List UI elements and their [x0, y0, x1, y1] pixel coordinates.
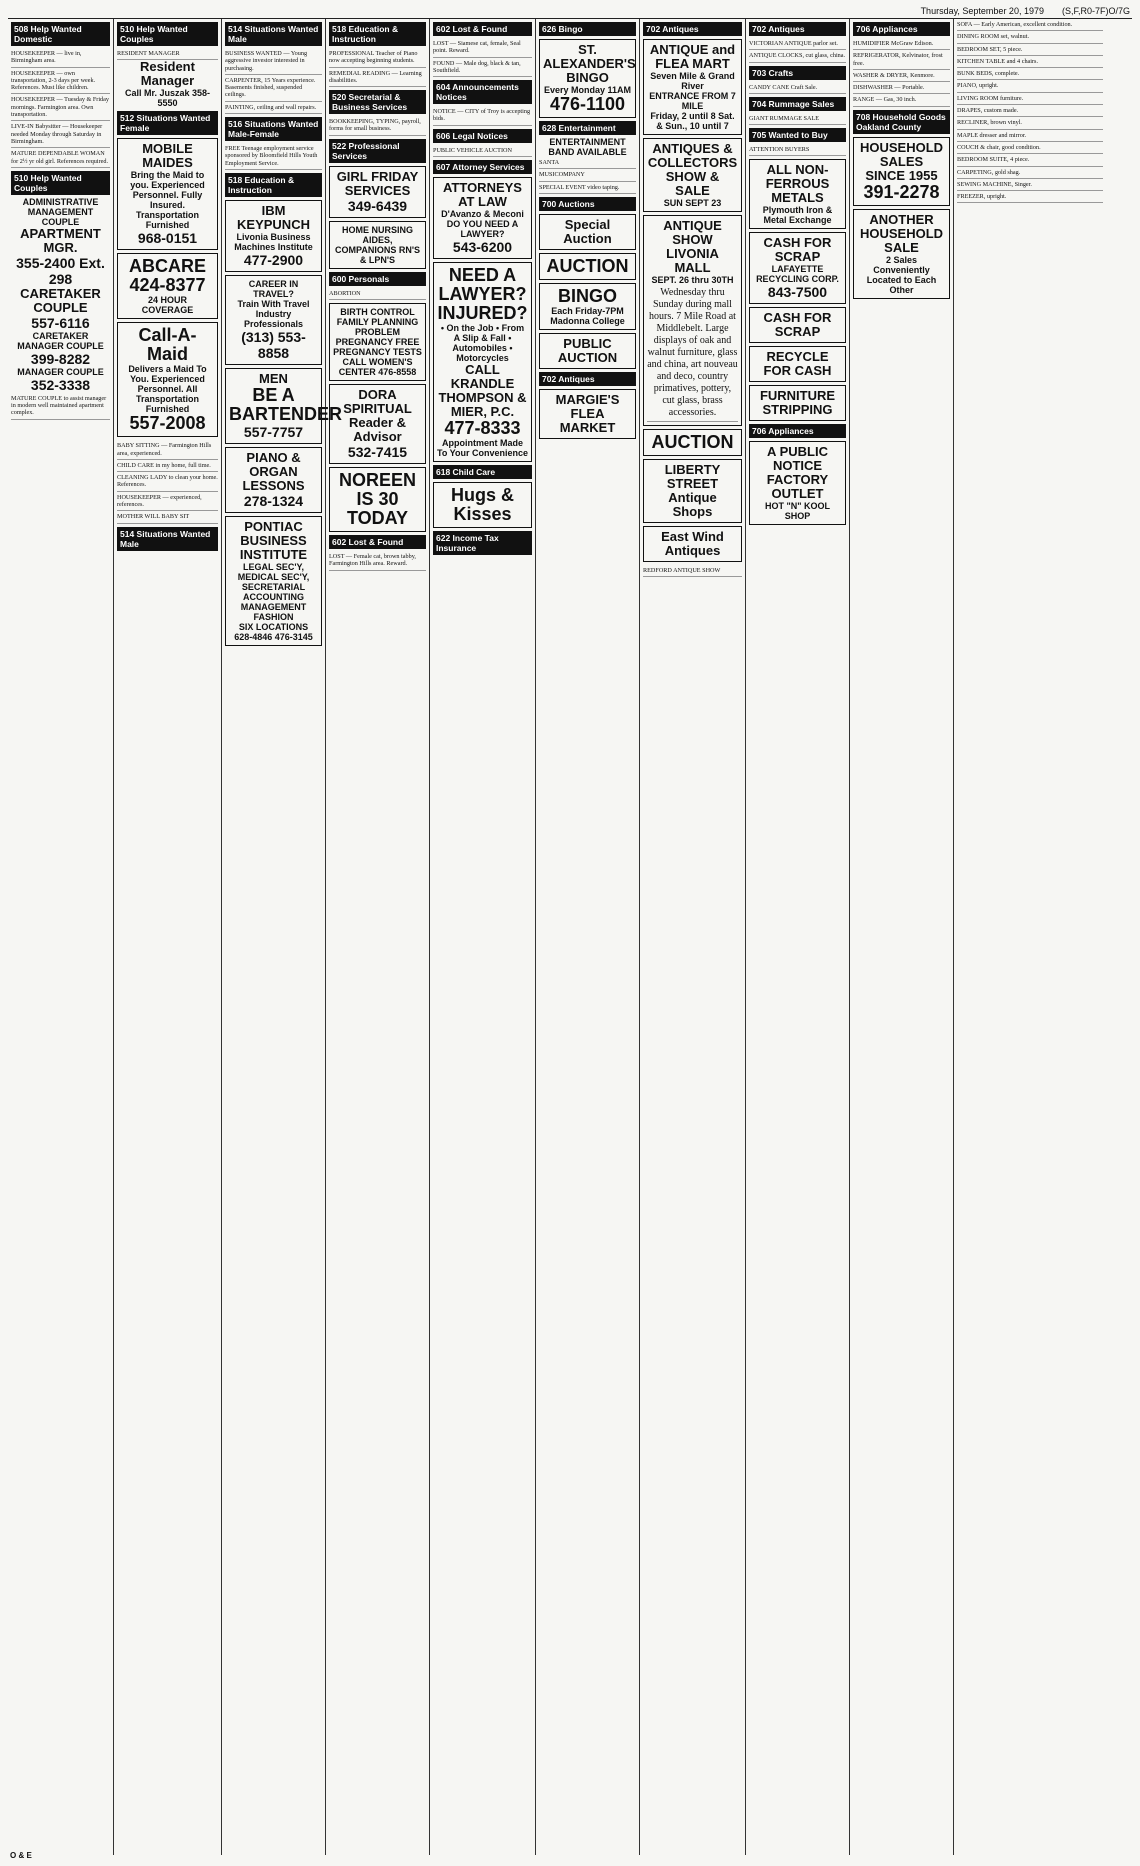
ad-text: 2 Sales Conveniently Located to Each Other	[866, 254, 937, 295]
ad-text: D'Avanzo & Meconi	[441, 209, 524, 220]
classified-ad: WASHER & DRYER, Kenmore.	[853, 70, 950, 82]
display-ad-bartender	[225, 368, 343, 444]
section-header: 518 Education & Instruction	[329, 22, 426, 46]
ad-heading: East Wind Antiques	[661, 529, 724, 558]
section-header: 604 Announcements Notices	[433, 80, 532, 104]
ad-heading: NEED A LAWYER? INJURED?	[437, 265, 528, 324]
classified-ad: BEDROOM SET, 5 piece.	[957, 44, 1103, 56]
column-5	[430, 19, 536, 1855]
section-header: 514 Situations Wanted Male	[225, 22, 322, 46]
ad-text: Delivers a Maid To You. Experienced Personnel. All Transportation Furnished	[128, 364, 207, 415]
ad-heading: ANTIQUE SHOW LIVONIA MALL	[663, 218, 722, 275]
ad-text: Plymouth Iron & Metal Exchange	[762, 205, 833, 226]
ad-heading: Resident Manager	[140, 59, 195, 89]
classified-ad: SANTA	[539, 157, 636, 169]
classified-ad: MAPLE dresser and mirror.	[957, 130, 1103, 142]
classified-ad: PIANO, upright.	[957, 80, 1103, 92]
section-header: 702 Antiques	[643, 22, 742, 36]
display-ad-public-auction	[539, 333, 636, 369]
column-1	[8, 19, 114, 1855]
ad-phone: 476-1100	[549, 94, 626, 114]
ad-heading: A PUBLIC NOTICE FACTORY OUTLET	[766, 444, 829, 502]
ad-heading: NOREEN IS 30 TODAY	[338, 470, 416, 529]
display-ad-noreen	[329, 467, 426, 532]
classified-ad: CARPETING, gold shag.	[957, 167, 1103, 179]
ad-phone: CALL WOMEN'S CENTER 476-8558	[338, 357, 417, 378]
display-ad-metals	[749, 159, 846, 229]
display-ad-call-a-maid	[117, 322, 218, 437]
ad-heading: FURNITURE STRIPPING	[759, 388, 836, 418]
ad-phone: 557-7757	[243, 423, 304, 440]
section-header: 518 Education & Instruction	[225, 173, 322, 197]
section-header: 706 Appliances	[749, 424, 846, 438]
section-header: 602 Lost & Found	[329, 535, 426, 549]
classified-ad: SEWING MACHINE, Singer.	[957, 179, 1103, 191]
classified-ad: LIVE-IN Babysitter — Housekeeper needed Monday through Saturday in Birmingham.	[11, 121, 110, 148]
classified-ad: MATURE DEPENDABLE WOMAN for 2½ yr old girl. References required.	[11, 148, 110, 168]
classified-ad: SPECIAL EVENT video taping.	[539, 182, 636, 194]
column-2	[114, 19, 222, 1855]
display-ad-furniture-stripping	[749, 385, 846, 421]
section-header: 510 Help Wanted Couples	[117, 22, 218, 46]
classified-ad: RESIDENT MANAGER	[117, 48, 218, 60]
ad-heading: AUCTION	[546, 255, 629, 276]
column-8	[746, 19, 850, 1855]
display-ad-travel-career	[225, 275, 322, 365]
classified-ad: PAINTING, ceiling and wall repairs.	[225, 102, 322, 114]
classified-ad: KITCHEN TABLE and 4 chairs.	[957, 56, 1103, 68]
ad-text: Appointment Made To Your Convenience	[437, 438, 529, 459]
classified-ad: CHILD CARE in my home, full time.	[117, 460, 218, 472]
ad-text: DO YOU NEED A LAWYER?	[446, 219, 519, 240]
ad-heading: CAREER IN TRAVEL?	[248, 278, 299, 299]
display-ad-dora	[329, 384, 426, 464]
display-ad-flea-market	[539, 389, 636, 439]
classified-ad: DINING ROOM set, walnut.	[957, 31, 1103, 43]
classified-ad: FREE Teenage employment service sponsored by Bloomfield Hills Youth Employment Service.	[225, 143, 322, 170]
section-header: 508 Help Wanted Domestic	[11, 22, 110, 46]
section-header: 516 Situations Wanted Male-Female	[225, 117, 322, 141]
classified-ad: SOFA — Early American, excellent condition.	[957, 19, 1103, 31]
display-ad-home-nursing	[329, 221, 426, 269]
display-ad-pontiac-business	[225, 516, 322, 646]
ad-phone: 968-0151	[137, 230, 198, 247]
ad-phone: (313) 553-8858	[241, 328, 306, 361]
section-header: 510 Help Wanted Couples	[11, 171, 110, 195]
display-ad-auction	[539, 253, 636, 280]
column-10	[954, 19, 1106, 1855]
classified-ad: RECLINER, brown vinyl.	[957, 117, 1103, 129]
section-header: 514 Situations Wanted Male	[117, 527, 218, 551]
ad-text: SIX LOCATIONS	[238, 621, 309, 632]
ad-heading: CASH FOR SCRAP	[763, 310, 832, 340]
classified-ad: RANGE — Gas, 30 inch.	[853, 94, 950, 106]
classified-ad: LIVING ROOM furniture.	[957, 93, 1103, 105]
ad-heading: GIRL FRIDAY SERVICES	[336, 168, 419, 198]
classified-ad: BUSINESS WANTED — Young aggressive investor interested in purchasing.	[225, 48, 322, 75]
classified-ad: PROFESSIONAL Teacher of Piano now accepting beginning students.	[329, 48, 426, 68]
section-header: 522 Professional Services	[329, 139, 426, 163]
column-7	[640, 19, 746, 1855]
ad-heading: Special Auction	[563, 216, 612, 246]
display-ad-mobile-maides	[117, 138, 218, 250]
section-header: 705 Wanted to Buy	[749, 128, 846, 142]
section-header: 702 Antiques	[749, 22, 846, 36]
display-ad-livonia-business	[225, 200, 322, 272]
ad-heading: CASH FOR SCRAP	[763, 235, 832, 265]
classified-ad: REFRIGERATOR, Kelvinator, frost free.	[853, 50, 950, 70]
ad-heading: RECYCLE FOR CASH	[763, 349, 832, 379]
classified-ad: MUSICOMPANY	[539, 169, 636, 181]
ad-contact: Call Mr. Juszak 358-5550	[124, 88, 211, 109]
ad-heading: LIBERTY STREET Antique Shops	[664, 462, 721, 519]
display-ad-livonia-mall	[643, 215, 742, 426]
ad-phone: 628-4846 476-3145	[234, 631, 313, 642]
ad-heading: ANTIQUES & COLLECTORS SHOW & SALE	[647, 141, 738, 198]
ad-text: SEPT. 26 thru 30TH	[651, 275, 734, 285]
display-ad-hugs-kisses	[433, 482, 532, 528]
section-header: 520 Secretarial & Business Services	[329, 90, 426, 114]
display-ad-womens-center	[329, 303, 426, 381]
classified-ad: DRAPES, custom made.	[957, 105, 1103, 117]
classified-ad: FOUND — Male dog, black & tan, Southfield.	[433, 58, 532, 78]
page-footer: O & E	[10, 1851, 32, 1860]
classified-ad: HUMIDIFIER McGraw Edison.	[853, 38, 950, 50]
ad-heading: APARTMENT MGR.	[20, 225, 101, 255]
ad-heading: MARGIE'S FLEA MARKET	[555, 391, 620, 435]
ad-text: Livonia Business Machines Institute	[234, 231, 313, 252]
ad-text: BIRTH CONTROL FAMILY PLANNING PROBLEM PREGNANCY FREE PREGNANCY TESTS	[333, 307, 422, 358]
section-header: 622 Income Tax Insurance	[433, 531, 532, 555]
ad-heading: HOME NURSING AIDES, COMPANIONS RN'S & LPN'S	[335, 224, 420, 265]
ad-text: Bring the Maid to you. Experienced Personnel. Fully Insured. Transportation Furnished	[130, 170, 205, 231]
ad-text: CALL KRANDLE THOMPSON & MIER, P.C.	[438, 362, 527, 420]
ad-text: • On the Job • From A Slip & Fall • Automobiles • Motorcycles	[440, 323, 525, 364]
section-header: 600 Personals	[329, 272, 426, 286]
ad-heading: PUBLIC AUCTION	[557, 335, 618, 365]
ad-heading: ANTIQUE and FLEA MART	[649, 42, 736, 71]
ad-phone: 349-6439	[347, 197, 408, 214]
classified-ad: REDFORD ANTIQUE SHOW	[643, 565, 742, 577]
display-ad-east-wind	[643, 526, 742, 562]
classified-ad: CLEANING LADY to clean your home. References.	[117, 472, 218, 492]
display-ad-attorneys	[433, 177, 532, 259]
display-ad-cash-for-scrap-2	[749, 307, 846, 343]
ad-heading: DORA SPIRITUAL Reader & Advisor	[343, 387, 412, 445]
classified-ad: MATURE COUPLE to assist manager in modern well maintained apartment complex.	[11, 393, 110, 420]
classified-ad: BABY SITTING — Farmington Hills area, experienced.	[117, 440, 218, 460]
display-ad-auction	[643, 429, 742, 456]
classified-ad: HOUSEKEEPER — Tuesday & Friday mornings. Farmington area. Own transportation.	[11, 94, 110, 121]
section-header: 607 Attorney Services	[433, 160, 532, 174]
display-ad-flea-mart	[643, 39, 742, 135]
ad-heading: ST. ALEXANDER'S BINGO	[543, 42, 636, 85]
classified-ad: NOTICE — CITY of Troy is accepting bids.	[433, 106, 532, 126]
ad-phone: 477-8333	[444, 418, 521, 439]
ad-text: 24 HOUR COVERAGE	[141, 295, 194, 316]
ad-heading: Call-A-Maid	[138, 325, 197, 365]
ad-phone: 352-3338	[30, 376, 91, 393]
ad-heading: BE A BARTENDER	[229, 384, 343, 424]
ad-text: SUN SEPT 23	[663, 198, 722, 208]
classified-ad: GIANT RUMMAGE SALE	[749, 113, 846, 125]
ad-text: LEGAL SEC'Y, MEDICAL SEC'Y, SECRETARIAL ACCOUNTING MANAGEMENT FASHION	[237, 561, 310, 622]
classified-ad: HOUSEKEEPER — own transportation, 2-3 days per week. References. Must like children.	[11, 68, 110, 95]
classified-ad: LOST — Siamese cat, female, Seal point. Reward.	[433, 38, 532, 58]
ad-text: Train With Travel Industry Professionals	[237, 298, 310, 329]
ad-heading: BINGO	[557, 285, 617, 306]
classified-ad: REMEDIAL READING — Learning disabilities.	[329, 68, 426, 88]
display-ad-recycle	[749, 346, 846, 382]
ad-text: Seven Mile & Grand River	[650, 71, 735, 91]
section-header: 618 Child Care	[433, 465, 532, 479]
section-header: 708 Household Goods Oakland County	[853, 110, 950, 134]
classified-ad: HOUSEKEEPER — experienced, references.	[117, 492, 218, 512]
ad-heading: HOUSEHOLD SALES	[859, 139, 944, 169]
display-ad-special-auction	[539, 214, 636, 250]
ad-phone: 278-1324	[243, 492, 304, 509]
classified-ad: BOOKKEEPING, TYPING, payroll, forms for small business.	[329, 116, 426, 136]
classified-ad: LOST — Female cat, brown tabby, Farmington Hills area. Reward.	[329, 551, 426, 571]
ad-phone: 477-2900	[243, 251, 304, 268]
ad-phone: 557-2008	[129, 413, 206, 434]
ad-heading: ATTORNEYS AT LAW	[443, 180, 522, 210]
display-ad-girl-friday	[329, 166, 426, 218]
classified-ad: ANTIQUE CLOCKS, cut glass, china.	[749, 50, 846, 62]
ad-phone: 399-8282	[30, 350, 91, 367]
section-header: 704 Rummage Sales	[749, 97, 846, 111]
classified-ad: PUBLIC VEHICLE AUCTION	[433, 145, 532, 157]
column-9	[850, 19, 954, 1855]
ad-phone: 843-7500	[767, 284, 828, 301]
ad-text: Each Friday-7PM Madonna College	[550, 305, 625, 326]
classified-ad: FREEZER, upright.	[957, 191, 1103, 203]
section-header: 702 Antiques	[539, 372, 636, 386]
section-header: 628 Entertainment	[539, 121, 636, 135]
display-ad-piano-lessons	[225, 447, 322, 513]
ad-phone: 391-2278	[863, 181, 940, 202]
section-header: 602 Lost & Found	[433, 22, 532, 36]
ad-text: Every Monday 11AM	[543, 85, 632, 95]
section-header: 703 Crafts	[749, 66, 846, 80]
display-ad-cash-for-scrap	[749, 232, 846, 304]
masthead-date: Thursday, September 20, 1979	[920, 6, 1044, 16]
ad-heading: MANAGER COUPLE	[17, 366, 104, 377]
ad-phone: 424-8377	[129, 275, 206, 296]
classified-ad: MOTHER WILL BABY SIT	[117, 511, 218, 523]
display-ad-bingo-madonna	[539, 283, 636, 330]
classified-ad: ATTENTION BUYERS	[749, 144, 846, 156]
ad-heading: ADMINISTRATIVE MANAGEMENT COUPLE	[22, 196, 99, 227]
section-header: 700 Auctions	[539, 197, 636, 211]
section-header: 626 Bingo	[539, 22, 636, 36]
column-6	[536, 19, 640, 1855]
ad-heading: PIANO & ORGAN LESSONS	[242, 449, 305, 493]
classified-ad: CANDY CANE Craft Sale.	[749, 82, 846, 94]
ad-heading: AUCTION	[651, 432, 734, 452]
masthead	[8, 6, 1132, 19]
ad-phone: 557-6116	[31, 314, 90, 331]
display-ad-collectors-show	[643, 138, 742, 212]
display-ad-bingo	[539, 39, 636, 118]
ad-heading: CARETAKER MANAGER COUPLE	[17, 330, 104, 351]
column-3	[222, 19, 343, 1855]
ad-heading: Hugs & Kisses	[451, 485, 514, 525]
ad-heading: CARETAKER COUPLE	[20, 285, 101, 315]
display-ad-injured	[433, 262, 532, 462]
masthead-edition: (S,F,R0-7F)O/7G	[1061, 6, 1130, 16]
ad-heading: MEN	[259, 370, 288, 386]
section-header: 706 Appliances	[853, 22, 950, 36]
ad-text: ENTRANCE FROM 7 MILE	[649, 91, 736, 111]
classified-ad: VICTORIAN ANTIQUE parlor set.	[749, 38, 846, 50]
classified-ad: ABORTION	[329, 288, 426, 300]
ad-heading: MOBILE MAIDES	[142, 141, 193, 171]
display-ad-another-sale	[853, 209, 950, 299]
ad-text: HOT "N" KOOL SHOP	[764, 501, 831, 522]
ad-heading: ALL NON-FERROUS METALS	[765, 162, 830, 206]
ad-phone: 355-2400 Ext. 298	[16, 254, 105, 287]
classified-ad: DISHWASHER — Portable.	[853, 82, 950, 94]
column-4	[326, 19, 430, 1855]
ad-phone: 543-6200	[452, 239, 513, 256]
display-ad-abcare	[117, 253, 218, 319]
display-ad-factory-outlet	[749, 441, 846, 525]
ad-heading: BAND AVAILABLE	[548, 147, 627, 157]
ad-heading: IBM KEYPUNCH	[237, 202, 310, 232]
classified-ad: CARPENTER, 15 Years experience. Basements finished, suspended ceilings.	[225, 75, 322, 102]
display-ad-household-sales	[853, 137, 950, 206]
classified-ad: BUNK BEDS, complete.	[957, 68, 1103, 80]
ad-text: Friday, 2 until 8 Sat. & Sun., 10 until 7	[650, 111, 735, 131]
classified-ad: BEDROOM SUITE, 4 piece.	[957, 154, 1103, 166]
classified-ad: COUCH & chair, good condition.	[957, 142, 1103, 154]
ad-text: Wednesday thru Sunday during mall hours. 7 Mile Road at Middlebelt. Large displays of oak and walnut furniture, glass and china, art nouveau and deco, country primatives, pottery, cut glass, brass accessories.	[647, 285, 738, 422]
ad-heading: ABCARE	[128, 256, 206, 277]
ad-text: LAFAYETTE RECYCLING CORP.	[756, 264, 839, 285]
section-header: 606 Legal Notices	[433, 129, 532, 143]
section-header: 512 Situations Wanted Female	[117, 111, 218, 135]
classified-ad: HOUSEKEEPER — live in, Birmingham area.	[11, 48, 110, 68]
ad-heading: SINCE 1955	[865, 167, 938, 183]
classified-columns	[8, 19, 1132, 1855]
ad-heading: ENTERTAINMENT	[549, 137, 626, 147]
ad-heading: ANOTHER HOUSEHOLD SALE	[859, 211, 944, 255]
display-ad-liberty-street	[643, 459, 742, 523]
ad-heading: PONTIAC BUSINESS INSTITUTE	[239, 518, 308, 562]
ad-phone: 532-7415	[347, 444, 408, 461]
